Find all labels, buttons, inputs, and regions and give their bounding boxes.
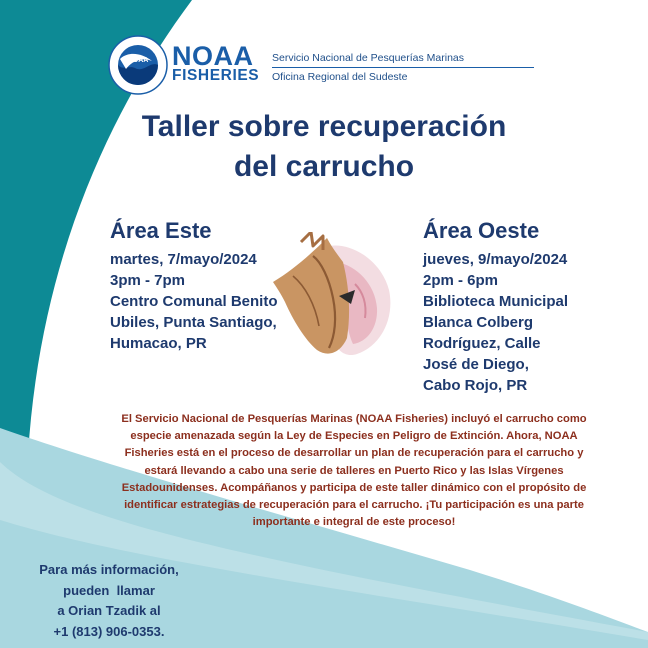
conch-shell-icon (271, 232, 393, 360)
contact-line-3: a Orian Tzadik al (57, 603, 161, 618)
east-venue-line-3: Humacao, PR (110, 335, 207, 352)
west-heading: Área Oeste (423, 218, 540, 243)
east-heading: Área Este (110, 218, 212, 243)
agency-block (272, 52, 534, 83)
west-area-info (423, 219, 568, 396)
west-date: jueves, 9/mayo/2024 (423, 251, 568, 268)
contact-info (33, 560, 185, 642)
noaa-logo[interactable] (108, 35, 168, 95)
west-venue-line-1: Biblioteca Municipal (423, 293, 569, 310)
title-line-2: del carrucho (233, 150, 415, 183)
title-line-1: Taller sobre recuperación (141, 110, 507, 143)
description-paragraph: El Servicio Nacional de Pesquerías Marinas (NOAA Fisheries) incluyó el carrucho como especie amenazada según la Ley de Especies en Peligro de Extinción. Ahora, NOAA Fisheries está en el proceso de desarrollar un plan de recuperación para el carrucho y estará llevando a cabo una serie de talleres en Puerto Rico y las Islas Vírgenes Estadounidenses. Acompáñanos y participa de este taller dinámico con el propósito de identificar estrategias de recuperación para el carrucho. ¡Tu participación es una parte importante e integral de este proceso! (121, 413, 587, 529)
east-date: martes, 7/mayo/2024 (110, 251, 257, 268)
east-venue-line-2: Ubiles, Punta Santiago, (110, 314, 277, 331)
contact-line-2: pueden llamar (63, 582, 155, 598)
regional-office: Oficina Regional del Sudeste (272, 71, 408, 83)
noaa-seal-icon (108, 35, 168, 95)
west-venue-line-5: Cabo Rojo, PR (423, 377, 528, 394)
brand-fisheries: FISHERIES (172, 66, 260, 84)
east-area-info (110, 219, 278, 354)
contact-phone[interactable]: +1 (813) 906-0353. (53, 623, 165, 639)
contact-line-1: Para más información, (39, 562, 179, 577)
brand-noaa: NOAA (172, 41, 254, 71)
west-venue-line-3: Rodríguez, Calle (423, 335, 541, 352)
conch-shell-image (271, 232, 393, 360)
west-time: 2pm - 6pm (423, 272, 499, 289)
logo-text: NOAA (127, 57, 149, 64)
page-title (0, 107, 648, 187)
east-time: 3pm - 7pm (110, 272, 186, 289)
agency-name: Servicio Nacional de Pesquerías Marinas (272, 52, 534, 68)
west-venue-line-2: Blanca Colberg (423, 314, 534, 331)
west-venue-line-4: José de Diego, (423, 356, 529, 373)
brand-wordmark (172, 41, 260, 84)
east-venue-line-1: Centro Comunal Benito (110, 293, 278, 310)
